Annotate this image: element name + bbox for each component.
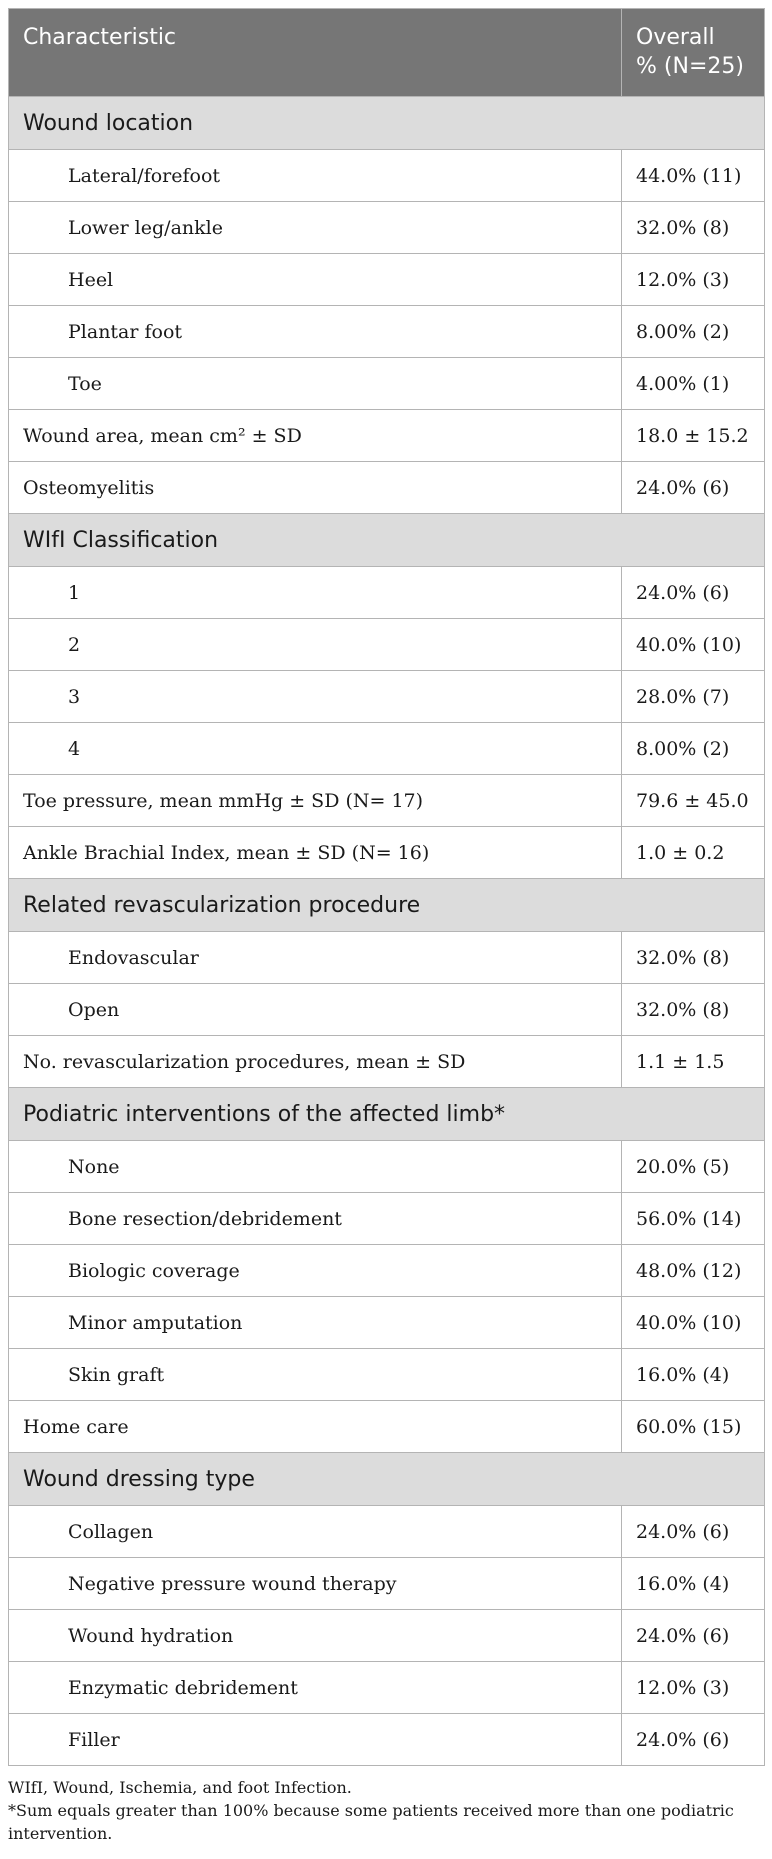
row-label: Plantar foot: [9, 306, 622, 358]
table-row: [9, 1714, 765, 1766]
table-row: [9, 723, 765, 775]
row-value: 4.00% (1): [622, 358, 765, 410]
row-label: Toe pressure, mean mmHg ± SD (N= 17): [9, 775, 622, 827]
row-label: 2: [9, 619, 622, 671]
row-value: 32.0% (8): [622, 202, 765, 254]
table-row: [9, 1245, 765, 1297]
table-row: [9, 358, 765, 410]
table-row: [9, 1297, 765, 1349]
section-header-row: [9, 1088, 765, 1141]
row-label: Osteomyelitis: [9, 462, 622, 514]
header-overall: [622, 9, 765, 97]
row-label: Wound area, mean cm² ± SD: [9, 410, 622, 462]
table-row: [9, 775, 765, 827]
row-value: 40.0% (10): [622, 1297, 765, 1349]
section-title: WIfI Classification: [9, 514, 765, 567]
row-label: Collagen: [9, 1506, 622, 1558]
row-value: 48.0% (12): [622, 1245, 765, 1297]
row-value: 1.1 ± 1.5: [622, 1036, 765, 1088]
row-value: 16.0% (4): [622, 1558, 765, 1610]
footnote-abbreviation: WIfI, Wound, Ischemia, and foot Infection.: [8, 1778, 352, 1797]
row-value: 44.0% (11): [622, 150, 765, 202]
table-row: [9, 1610, 765, 1662]
section-title: Podiatric interventions of the affected limb*: [9, 1088, 765, 1141]
row-value: 24.0% (6): [622, 1610, 765, 1662]
row-value: 24.0% (6): [622, 567, 765, 619]
row-label: Biologic coverage: [9, 1245, 622, 1297]
row-label: Filler: [9, 1714, 622, 1766]
table-row: [9, 984, 765, 1036]
table-row: [9, 1193, 765, 1245]
row-label: Wound hydration: [9, 1610, 622, 1662]
table-row: [9, 1349, 765, 1401]
row-label: Lateral/forefoot: [9, 150, 622, 202]
table-row: [9, 1401, 765, 1453]
section-header-row: [9, 514, 765, 567]
row-value: 16.0% (4): [622, 1349, 765, 1401]
section-header-row: [9, 97, 765, 150]
row-value: 40.0% (10): [622, 619, 765, 671]
section-header-row: [9, 879, 765, 932]
header-characteristic: Characteristic: [9, 9, 622, 97]
row-value: 18.0 ± 15.2: [622, 410, 765, 462]
row-label: Lower leg/ankle: [9, 202, 622, 254]
row-label: Enzymatic debridement: [9, 1662, 622, 1714]
section-header-row: [9, 1453, 765, 1506]
header-overall-line1: Overall: [636, 25, 715, 50]
table-row: [9, 567, 765, 619]
row-label: 4: [9, 723, 622, 775]
row-value: 32.0% (8): [622, 984, 765, 1036]
table-row: [9, 410, 765, 462]
table-row: [9, 462, 765, 514]
table-row: [9, 1558, 765, 1610]
table-row: [9, 932, 765, 984]
characteristics-table: [8, 8, 765, 1766]
row-value: 8.00% (2): [622, 723, 765, 775]
row-label: Minor amputation: [9, 1297, 622, 1349]
row-value: 24.0% (6): [622, 462, 765, 514]
row-label: None: [9, 1141, 622, 1193]
row-value: 12.0% (3): [622, 1662, 765, 1714]
row-value: 1.0 ± 0.2: [622, 827, 765, 879]
table-row: [9, 827, 765, 879]
row-value: 24.0% (6): [622, 1506, 765, 1558]
row-label: Ankle Brachial Index, mean ± SD (N= 16): [9, 827, 622, 879]
row-label: Skin graft: [9, 1349, 622, 1401]
table-row: [9, 619, 765, 671]
section-title: Related revascularization procedure: [9, 879, 765, 932]
row-value: 60.0% (15): [622, 1401, 765, 1453]
table-body: [9, 97, 765, 1766]
row-value: 56.0% (14): [622, 1193, 765, 1245]
row-label: Negative pressure wound therapy: [9, 1558, 622, 1610]
row-label: 3: [9, 671, 622, 723]
section-title: Wound location: [9, 97, 765, 150]
row-label: Heel: [9, 254, 622, 306]
row-label: Bone resection/debridement: [9, 1193, 622, 1245]
row-label: No. revascularization procedures, mean ± SD: [9, 1036, 622, 1088]
row-label: Endovascular: [9, 932, 622, 984]
table-row: [9, 1141, 765, 1193]
table-row: [9, 671, 765, 723]
table-row: [9, 1036, 765, 1088]
table-row: [9, 202, 765, 254]
table-footnotes: [8, 1776, 764, 1845]
row-value: 24.0% (6): [622, 1714, 765, 1766]
table-row: [9, 1662, 765, 1714]
row-label: Open: [9, 984, 622, 1036]
row-value: 28.0% (7): [622, 671, 765, 723]
row-value: 32.0% (8): [622, 932, 765, 984]
header-overall-line2: % (N=25): [636, 54, 744, 79]
table-row: [9, 1506, 765, 1558]
row-label: Toe: [9, 358, 622, 410]
row-value: 8.00% (2): [622, 306, 765, 358]
table-row: [9, 150, 765, 202]
table-header-row: [9, 9, 765, 97]
row-value: 20.0% (5): [622, 1141, 765, 1193]
table-row: [9, 306, 765, 358]
row-value: 12.0% (3): [622, 254, 765, 306]
row-label: 1: [9, 567, 622, 619]
section-title: Wound dressing type: [9, 1453, 765, 1506]
table-row: [9, 254, 765, 306]
footnote-asterisk: *Sum equals greater than 100% because some patients received more than one podiatric intervention.: [8, 1801, 734, 1843]
row-value: 79.6 ± 45.0: [622, 775, 765, 827]
row-label: Home care: [9, 1401, 622, 1453]
